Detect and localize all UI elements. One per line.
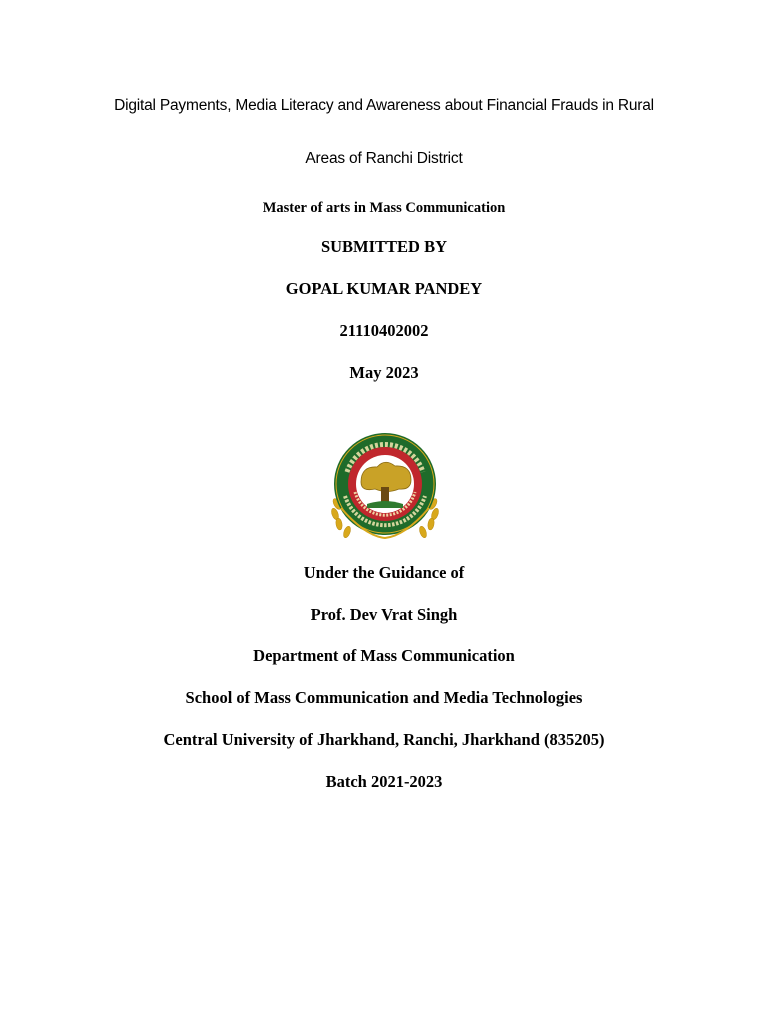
university-logo	[327, 432, 443, 544]
guide-name: Prof. Dev Vrat Singh	[310, 605, 458, 624]
submission-date: May 2023	[349, 363, 419, 382]
university-address: Central University of Jharkhand, Ranchi, Jharkhand (835205)	[163, 730, 605, 749]
degree-name: Master of arts in Mass Communication	[262, 200, 506, 216]
school-name: School of Mass Communication and Media Technologies	[185, 688, 583, 707]
department-name: Department of Mass Communication	[253, 646, 515, 665]
guidance-label: Under the Guidance of	[303, 563, 465, 582]
batch-years: Batch 2021-2023	[325, 772, 443, 791]
thesis-title-line-2: Areas of Ranchi District	[305, 150, 463, 167]
roll-number: 21110402002	[339, 321, 429, 340]
thesis-title-line-1: Digital Payments, Media Literacy and Awareness about Financial Frauds in Rural	[114, 97, 654, 114]
submitted-by-label: SUBMITTED BY	[320, 237, 448, 256]
author-name: GOPAL KUMAR PANDEY	[285, 279, 483, 298]
university-seal-icon	[327, 432, 443, 544]
